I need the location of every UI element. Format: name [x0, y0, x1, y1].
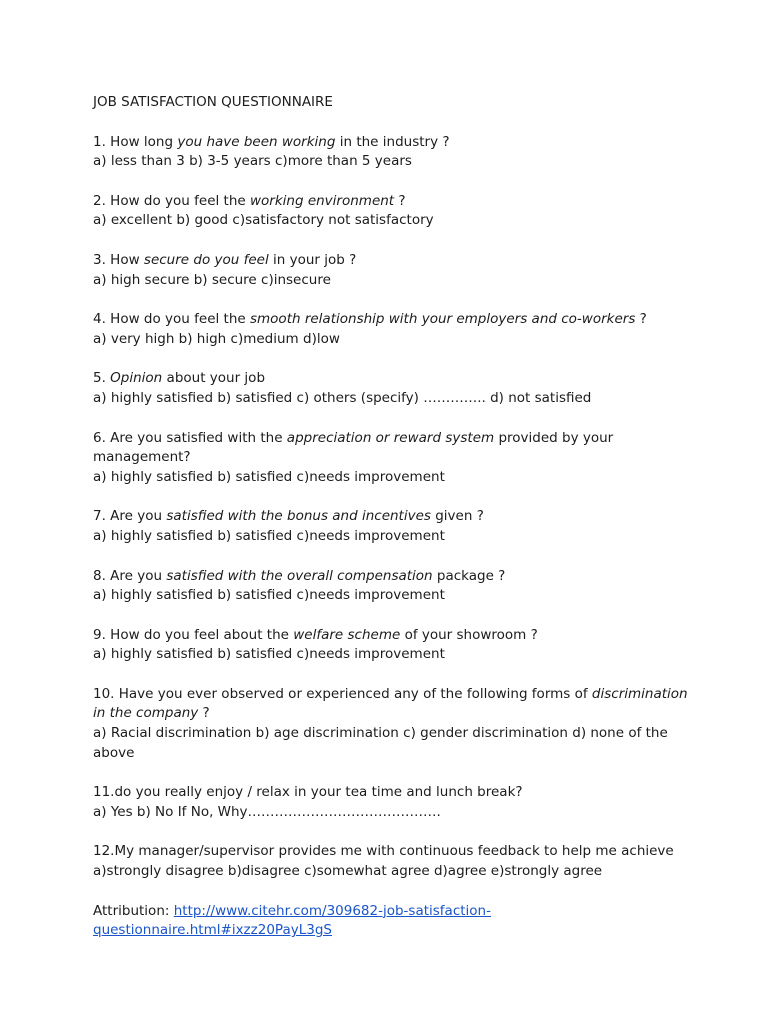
question-emphasis: appreciation or reward system: [286, 429, 495, 446]
question-text-part: 3. How: [93, 251, 144, 268]
question-item: [93, 626, 693, 665]
question-text-part: 4. How do you feel the: [93, 311, 250, 328]
answer-options: a) very high b) high c)medium d)low: [93, 330, 340, 347]
attribution: [93, 902, 693, 941]
question-text-part: 1. How long: [93, 133, 178, 150]
question-text: [93, 429, 693, 468]
question-emphasis: discrimination in the company: [93, 685, 688, 722]
question-text-part: of your showroom ?: [400, 626, 538, 643]
answer-options: a) highly satisfied b) satisfied c) others (specify) ………….. d) not satisfied: [93, 389, 592, 406]
question-item: [93, 507, 693, 546]
question-item: [93, 192, 693, 231]
question-text-part: 5.: [93, 370, 111, 387]
question-item: [93, 251, 693, 290]
question-text-part: in the industry ?: [335, 133, 450, 150]
answer-options: a) excellent b) good c)satisfactory not satisfactory: [93, 212, 434, 229]
answer-options: a) highly satisfied b) satisfied c)needs improvement: [93, 468, 445, 485]
question-emphasis: smooth relationship with your employers and co-workers: [249, 311, 636, 328]
question-emphasis: satisfied with the bonus and incentives: [166, 508, 431, 525]
question-item: [93, 429, 693, 488]
question-item: [93, 310, 693, 349]
question-emphasis: secure do you feel: [143, 251, 269, 268]
question-emphasis: welfare scheme: [293, 626, 401, 643]
question-item: [93, 685, 693, 763]
question-emphasis: you have been working: [177, 133, 336, 150]
question-text: [93, 783, 693, 803]
question-item: [93, 369, 693, 408]
question-item: [93, 567, 693, 606]
question-text-part: 6. Are you satisfied with the: [93, 429, 287, 446]
question-text-part: 7. Are you: [93, 508, 167, 525]
answer-options: a) highly satisfied b) satisfied c)needs improvement: [93, 646, 445, 663]
question-text-part: 8. Are you: [93, 567, 167, 584]
answer-options: a) high secure b) secure c)insecure: [93, 271, 331, 288]
answer-options: a) highly satisfied b) satisfied c)needs improvement: [93, 587, 445, 604]
question-text: [93, 369, 693, 389]
question-item: [93, 783, 693, 822]
question-text-part: 2. How do you feel the: [93, 192, 250, 209]
answer-options: a) Yes b) No If No, Why…………………………………….: [93, 803, 441, 820]
question-text-part: package ?: [432, 567, 506, 584]
question-text-part: 9. How do you feel about the: [93, 626, 294, 643]
answer-options: a) Racial discrimination b) age discrimination c) gender discrimination d) none of the above: [93, 725, 668, 761]
question-emphasis: satisfied with the overall compensation: [166, 567, 433, 584]
answer-options: a)strongly disagree b)disagree c)somewhat agree d)agree e)strongly agree: [93, 863, 603, 880]
question-text-part: ?: [635, 311, 647, 328]
question-item: [93, 842, 693, 881]
question-text-part: 11.do you really enjoy / relax in your tea time and lunch break?: [93, 784, 523, 801]
question-text-part: 10. Have you ever observed or experienced any of the following forms of: [93, 685, 592, 702]
question-list: [93, 133, 693, 882]
questionnaire-page: [93, 93, 693, 941]
question-text: [93, 507, 693, 527]
question-text: [93, 133, 693, 153]
question-text-part: given ?: [430, 508, 484, 525]
question-text-part: 12.My manager/supervisor provides me with continuous feedback to help me achieve: [93, 843, 674, 860]
question-text: [93, 192, 693, 212]
question-text: [93, 626, 693, 646]
attribution-link[interactable]: http://www.citehr.com/309682-job-satisfaction-questionnaire.html#ixzz20PayL3gS: [93, 902, 491, 939]
question-text: [93, 842, 693, 862]
document-title: JOB SATISFACTION QUESTIONNAIRE: [93, 94, 333, 110]
question-text: [93, 685, 693, 724]
question-item: [93, 133, 693, 172]
question-text: [93, 567, 693, 587]
question-text-part: about your job: [162, 370, 266, 387]
question-text: [93, 310, 693, 330]
question-text-part: in your job ?: [268, 251, 357, 268]
question-emphasis: Opinion: [110, 370, 163, 387]
question-text-part: ?: [198, 705, 210, 722]
attribution-label: Attribution:: [93, 902, 174, 919]
question-text-part: provided by your management?: [93, 429, 614, 466]
question-emphasis: working environment: [249, 192, 395, 209]
answer-options: a) highly satisfied b) satisfied c)needs improvement: [93, 527, 445, 544]
answer-options: a) less than 3 b) 3-5 years c)more than 5 years: [93, 153, 412, 170]
question-text-part: ?: [394, 192, 406, 209]
question-text: [93, 251, 693, 271]
